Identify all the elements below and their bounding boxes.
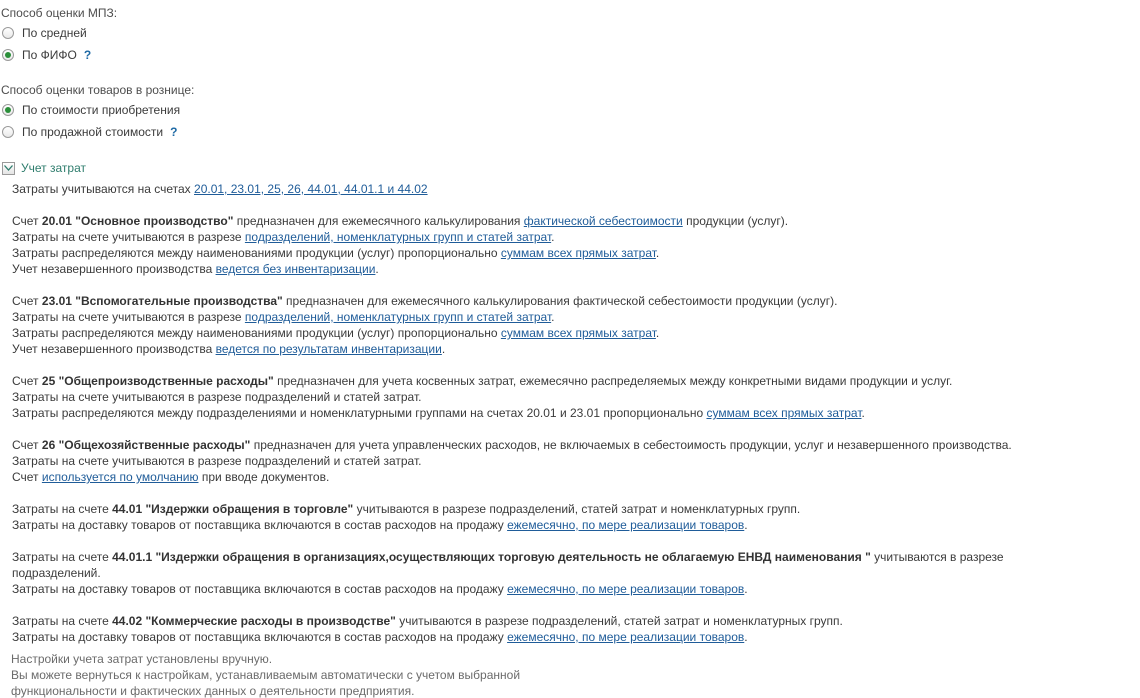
account-26-line1 <box>12 438 1012 452</box>
accounts-list-link[interactable]: 20.01, 23.01, 25, 26, 44.01, 44.01.1 и 44.02 <box>194 182 428 196</box>
account-name: "Коммерческие расходы в производстве" <box>142 614 396 628</box>
account-25-line1 <box>12 374 952 388</box>
account-4401-line2 <box>12 518 748 532</box>
account-44011-line2 <box>12 582 748 596</box>
distribution-base-link[interactable]: суммам всех прямых затрат <box>500 246 656 260</box>
text: . <box>441 342 446 356</box>
account-name: "Издержки обращения в организациях,осуществляющих торговую деятельность не облагаемую ЕНВД наименования " <box>152 550 871 564</box>
radio-selected-icon[interactable] <box>2 104 14 116</box>
account-code: 23.01 <box>41 294 72 308</box>
text: Затраты на доставку товаров от поставщика включаются в состав расходов на продажу <box>12 630 508 644</box>
account-2301-line4 <box>12 342 445 356</box>
text: Учет незавершенного производства <box>12 262 216 276</box>
account-25-line3 <box>12 406 865 420</box>
settings-revert-note: Вы можете вернуться к настройкам, устанавливаемым автоматически с учетом выбранной <box>11 668 521 682</box>
retail-option-purchase-label: По стоимости приобретения <box>22 103 181 117</box>
text: при вводе документов. <box>198 470 330 484</box>
text: . <box>551 310 555 324</box>
settings-revert-note-cont: функциональности и фактических данных о деятельности предприятия. <box>11 684 415 698</box>
analytics-dimensions-link[interactable]: подразделений, номенклатурных групп и статей затрат <box>244 230 552 244</box>
default-usage-link[interactable]: используется по умолчанию <box>41 470 199 484</box>
text: предназначен для учета косвенных затрат, ежемесячно распределяемых между конкретными видами продукции и услуг. <box>273 374 953 388</box>
text: . <box>655 246 660 260</box>
radio-dot <box>5 52 11 58</box>
text: продукции (услуг). <box>682 214 789 228</box>
text: Затраты на счете <box>12 614 113 628</box>
text: предназначен для ежемесячного калькулирования фактической себестоимости продукции (услуг). <box>282 294 838 308</box>
text: Счет <box>12 470 42 484</box>
text: Затраты на счете учитываются в разрезе <box>12 310 245 324</box>
text: предназначен для учета управленческих расходов, не включаемых в себестоимость продукции, услуг и незавершенного производства. <box>250 438 1012 452</box>
account-2301-line3 <box>12 326 659 340</box>
radio-unselected-icon[interactable] <box>2 126 14 138</box>
retail-group-title: Способ оценки товаров в рознице: <box>1 83 195 97</box>
account-code: 44.01.1 <box>112 550 153 564</box>
wip-method-link[interactable]: ведется по результатам инвентаризации <box>215 342 442 356</box>
text: . <box>375 262 379 276</box>
text: Учет незавершенного производства <box>12 342 216 356</box>
text: Затраты на счете <box>12 550 113 564</box>
text: . <box>551 230 555 244</box>
account-4402-line1 <box>12 614 843 628</box>
text: Счет <box>12 294 42 308</box>
help-question-icon[interactable]: ? <box>170 125 178 139</box>
text: . <box>744 518 748 532</box>
mpz-option-fifo[interactable] <box>2 47 91 63</box>
text: Затраты на доставку товаров от поставщика включаются в состав расходов на продажу <box>12 582 508 596</box>
text: . <box>744 630 748 644</box>
actual-cost-link[interactable]: фактической себестоимости <box>523 214 683 228</box>
account-code: 44.02 <box>112 614 143 628</box>
retail-option-sale[interactable] <box>2 124 177 140</box>
delivery-cost-method-link[interactable]: ежемесячно, по мере реализации товаров <box>507 518 745 532</box>
wip-method-link[interactable]: ведется без инвентаризации <box>215 262 376 276</box>
account-2301-line2 <box>12 310 554 324</box>
account-2001-line2 <box>12 230 554 244</box>
account-code: 25 <box>41 374 56 388</box>
text: Затраты на счете учитываются в разрезе <box>12 230 245 244</box>
text: Затраты учитываются на счетах <box>12 182 195 196</box>
text: Счет <box>12 438 42 452</box>
account-2001-line1 <box>12 214 788 228</box>
costs-intro <box>12 182 428 196</box>
text: Счет <box>12 214 42 228</box>
mpz-option-average[interactable] <box>2 25 87 41</box>
analytics-dimensions-link[interactable]: подразделений, номенклатурных групп и статей затрат <box>244 310 552 324</box>
retail-option-sale-label: По продажной стоимости <box>22 125 164 139</box>
account-name: "Издержки обращения в торговле" <box>142 502 354 516</box>
account-code: 44.01 <box>112 502 143 516</box>
account-2001-line4 <box>12 262 379 276</box>
text: Счет <box>12 374 42 388</box>
help-question-icon[interactable]: ? <box>83 48 92 62</box>
account-name: "Вспомогательные производства" <box>71 294 283 308</box>
account-name: "Общехозяйственные расходы" <box>55 438 251 452</box>
account-4402-line2 <box>12 630 748 644</box>
text: . <box>861 406 865 420</box>
mpz-option-fifo-label: По ФИФО <box>22 48 77 62</box>
radio-unselected-icon[interactable] <box>2 27 14 39</box>
account-code: 26 <box>41 438 56 452</box>
text: учитываются в разрезе подразделений, статей затрат и номенклатурных групп. <box>353 502 801 516</box>
account-26-line3 <box>12 470 329 484</box>
distribution-base-link[interactable]: суммам всех прямых затрат <box>500 326 656 340</box>
account-2301-line1 <box>12 294 837 308</box>
account-25-line2: Затраты на счете учитываются в разрезе подразделений и статей затрат. <box>12 390 422 404</box>
mpz-option-average-label: По средней <box>22 26 87 40</box>
account-44011-line1b: подразделений. <box>12 566 101 580</box>
text: Затраты на доставку товаров от поставщика включаются в состав расходов на продажу <box>12 518 508 532</box>
account-code: 20.01 <box>41 214 72 228</box>
text: Затраты на счете <box>12 502 113 516</box>
account-name: "Общепроизводственные расходы" <box>55 374 274 388</box>
radio-dot <box>5 107 11 113</box>
text: . <box>655 326 660 340</box>
text: Затраты распределяются между наименованиями продукции (услуг) пропорционально <box>12 326 501 340</box>
distribution-base-link[interactable]: суммам всех прямых затрат <box>706 406 862 420</box>
text: учитываются в разрезе подразделений, статей затрат и номенклатурных групп. <box>395 614 843 628</box>
text: учитываются в разрезе <box>870 550 1004 564</box>
account-4401-line1 <box>12 502 800 516</box>
delivery-cost-method-link[interactable]: ежемесячно, по мере реализации товаров <box>507 582 745 596</box>
account-2001-line3 <box>12 246 659 260</box>
text: предназначен для ежемесячного калькулирования <box>233 214 524 228</box>
chevron-down-icon[interactable] <box>2 162 15 175</box>
cost-accounting-toggle[interactable] <box>2 160 86 176</box>
account-44011-line1 <box>12 550 1004 564</box>
account-26-line2: Затраты на счете учитываются в разрезе подразделений и статей затрат. <box>12 454 422 468</box>
text: Затраты распределяются между подразделениями и номенклатурными группами на счетах 20.01 и 23.01 пропорционально <box>12 406 707 420</box>
text: . <box>744 582 748 596</box>
mpz-group-title: Способ оценки МПЗ: <box>1 6 118 20</box>
radio-selected-icon[interactable] <box>2 49 14 61</box>
delivery-cost-method-link[interactable]: ежемесячно, по мере реализации товаров <box>507 630 745 644</box>
settings-manual-note: Настройки учета затрат установлены вручную. <box>11 652 273 666</box>
text: Затраты распределяются между наименованиями продукции (услуг) пропорционально <box>12 246 501 260</box>
retail-option-purchase[interactable] <box>2 102 180 118</box>
cost-accounting-section-label: Учет затрат <box>21 161 86 175</box>
account-name: "Основное производство" <box>71 214 234 228</box>
